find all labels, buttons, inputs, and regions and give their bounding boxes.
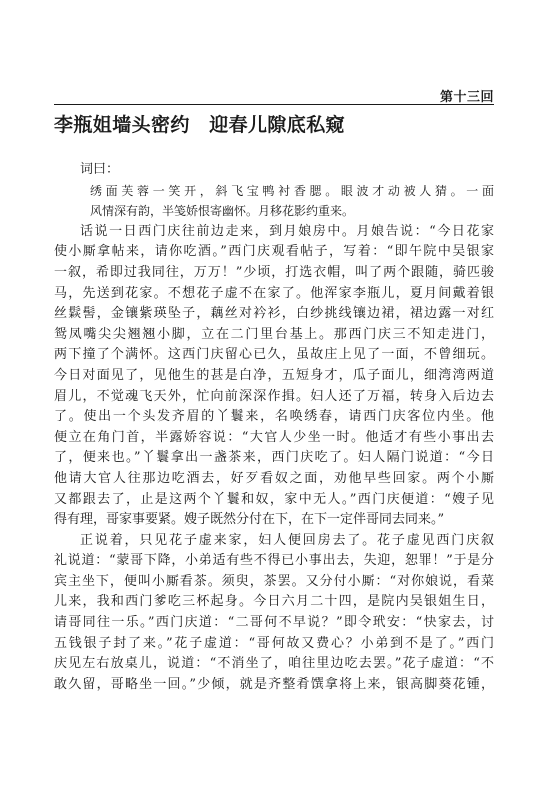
text-line: 宾主坐下，便叫小厮看茶。须臾，茶罢。又分付小厮：“对你娘说，看菜 <box>54 573 494 589</box>
text-line: 话说一日西门庆往前边走来，到月娘房中。月娘告说：“今日花家 <box>80 223 494 239</box>
text-line: 正说着，只见花子虚来家，妇人便回房去了。花子虚见西门庆叙 <box>80 532 494 548</box>
text-line: 五钱银子封了来。”花子虚道：“哥何故又费心？小弟到不是了。”西门 <box>54 635 494 651</box>
text-line: 儿来，我和西门爹吃三杯起身。今日六月二十四，是院内吴银姐生日， <box>54 594 494 610</box>
text-line: 他请大官人往那边吃酒去，好歹看奴之面，劝他早些回家。两个小厮 <box>54 470 494 486</box>
poem-line: 风情深有韵，半笺娇恨寄幽怀。月移花影约重来。 <box>90 204 355 219</box>
text-line: 使小厮拿帖来，请你吃酒。”西门庆观看帖子，写着：“即午院中吴银家 <box>54 244 494 260</box>
poem-line: 绣面芙蓉一笑开，斜飞宝鸭衬香腮。眼波才动被人猜。一面 <box>90 183 494 198</box>
text-line: 了，便来也。”丫鬟拿出一盏茶来，西门庆吃了。妇人隔门说道：“今日 <box>54 450 494 466</box>
text-line: 马，先送到花家。不想花子虚不在家了。他浑家李瓶儿，夏月间戴着银 <box>54 285 494 301</box>
paragraph-2 <box>54 531 494 696</box>
poem-label: 词曰： <box>80 162 120 177</box>
paragraph-1 <box>54 222 494 531</box>
text-line: 眉儿，不觉魂飞天外，忙向前深深作揖。妇人还了万福，转身入后边去 <box>54 388 494 404</box>
text-line: 敢久留，哥略坐一回。”少倾，就是齐整肴馔拿将上来，银高脚葵花锺， <box>54 676 494 692</box>
text-line: 一叙，希即过我同往，万万！”少顷，打选衣帽，叫了两个跟随，骑匹骏 <box>54 264 494 280</box>
running-head: 第十三回 <box>439 90 494 105</box>
text-line: 得有理，哥家事要紧。嫂子既然分付在下，在下一定伴哥同去同来。” <box>54 512 445 528</box>
text-line: 了。使出一个头发齐眉的丫鬟来，名唤绣春，请西门庆客位内坐。他 <box>54 409 494 425</box>
text-line: 今日对面见了，见他生的甚是白净，五短身才，瓜子面儿，细湾湾两道 <box>54 367 494 383</box>
header-rule <box>54 104 494 105</box>
text-line: 鸳凤嘴尖尖翘翘小脚，立在二门里台基上。那西门庆三不知走进门， <box>54 326 494 342</box>
text-line: 请哥同往一乐。”西门庆道：“二哥何不早说？”即令玳安：“快家去，讨 <box>54 615 494 631</box>
body-text <box>54 160 494 695</box>
text-line: 两下撞了个满怀。这西门庆留心已久，虽故庄上见了一面，不曾细玩。 <box>54 347 494 363</box>
text-line: 便立在角门首，半露娇容说：“大官人少坐一时。他适才有些小事出去 <box>54 429 494 445</box>
chapter-title: 李瓶姐墙头密约 迎春儿隙底私窥 <box>54 114 346 136</box>
text-line: 礼说道：“蒙哥下降，小弟适有些不得已小事出去，失迎，恕罪！”于是分 <box>54 553 494 569</box>
text-line: 又都跟去了，止是这两个丫鬟和奴，家中无人。”西门庆便道：“嫂子见 <box>54 491 494 507</box>
poem <box>72 181 494 222</box>
text-line: 丝鬏髻，金镶紫瑛坠子，藕丝对衿衫，白纱挑线镶边裙，裙边露一对红 <box>54 306 494 322</box>
text-line: 庆见左右放桌儿，说道：“不消坐了，咱往里边吃去罢。”花子虚道：“不 <box>54 656 494 672</box>
